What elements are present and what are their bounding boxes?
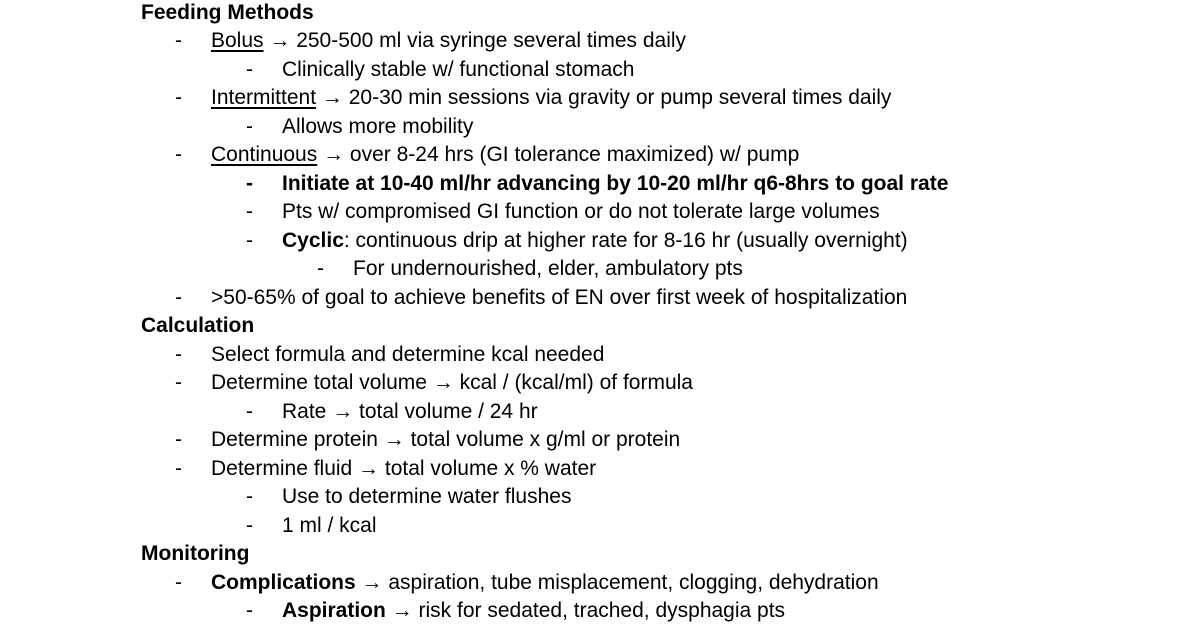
bullet-dash: - — [246, 172, 253, 195]
cyclic-description: : continuous drip at higher rate for 8-16 hr (usually overnight) — [343, 229, 908, 252]
bullet-dash: - — [175, 571, 182, 594]
heading-calculation: Calculation — [141, 314, 255, 337]
term-bolus: Bolus — [211, 29, 264, 52]
bullet-dash: - — [317, 257, 324, 280]
bullet-dash: - — [246, 485, 253, 508]
intermittent-description: → 20-30 min sessions via gravity or pump several times daily — [316, 86, 892, 109]
bullet-dash: - — [175, 143, 182, 166]
bullet-dash: - — [175, 29, 182, 52]
term-complications: Complications — [211, 571, 356, 594]
bullet-dash: - — [175, 371, 182, 394]
goal-text: >50-65% of goal to achieve benefits of EN over first week of hospitalization — [211, 286, 908, 309]
bullet-dash: - — [175, 457, 182, 480]
continuous-description: → over 8-24 hrs (GI tolerance maximized) w/ pump — [317, 143, 800, 166]
bullet-dash: - — [246, 400, 253, 423]
complications-description: → aspiration, tube misplacement, clogging, dehydration — [355, 571, 879, 594]
term-aspiration: Aspiration — [282, 599, 386, 622]
aspiration-description: → risk for sedated, trached, dysphagia pts — [385, 599, 786, 622]
bullet-dash: - — [246, 229, 253, 252]
term-intermittent: Intermittent — [211, 86, 317, 109]
total-volume-text: Determine total volume → kcal / (kcal/ml) of formula — [211, 371, 693, 394]
bullet-dash: - — [175, 86, 182, 109]
select-formula-text: Select formula and determine kcal needed — [211, 343, 605, 366]
intermittent-sub-text: Allows more mobility — [282, 115, 474, 138]
continuous-pts-text: Pts w/ compromised GI function or do not tolerate large volumes — [282, 200, 880, 223]
fluid-text: Determine fluid → total volume x % water — [211, 457, 597, 480]
bullet-dash: - — [246, 115, 253, 138]
bullet-dash: - — [175, 428, 182, 451]
ml-per-kcal-text: 1 ml / kcal — [282, 514, 377, 537]
continuous-initiate-text: Initiate at 10-40 ml/hr advancing by 10-20 ml/hr q6-8hrs to goal rate — [282, 172, 949, 195]
bullet-dash: - — [246, 200, 253, 223]
heading-feeding-methods: Feeding Methods — [141, 1, 314, 24]
term-continuous: Continuous — [211, 143, 318, 166]
water-flushes-text: Use to determine water flushes — [282, 485, 572, 508]
bullet-dash: - — [246, 58, 253, 81]
bullet-dash: - — [246, 514, 253, 537]
bolus-description: → 250-500 ml via syringe several times daily — [263, 29, 687, 52]
bullet-dash: - — [175, 286, 182, 309]
protein-text: Determine protein → total volume x g/ml or protein — [211, 428, 681, 451]
heading-monitoring: Monitoring — [141, 542, 250, 565]
bullet-dash: - — [246, 599, 253, 622]
bolus-sub-text: Clinically stable w/ functional stomach — [282, 58, 635, 81]
term-cyclic: Cyclic — [282, 229, 344, 252]
rate-text: Rate → total volume / 24 hr — [282, 400, 538, 423]
cyclic-sub-text: For undernourished, elder, ambulatory pts — [353, 257, 743, 280]
bullet-dash: - — [175, 343, 182, 366]
